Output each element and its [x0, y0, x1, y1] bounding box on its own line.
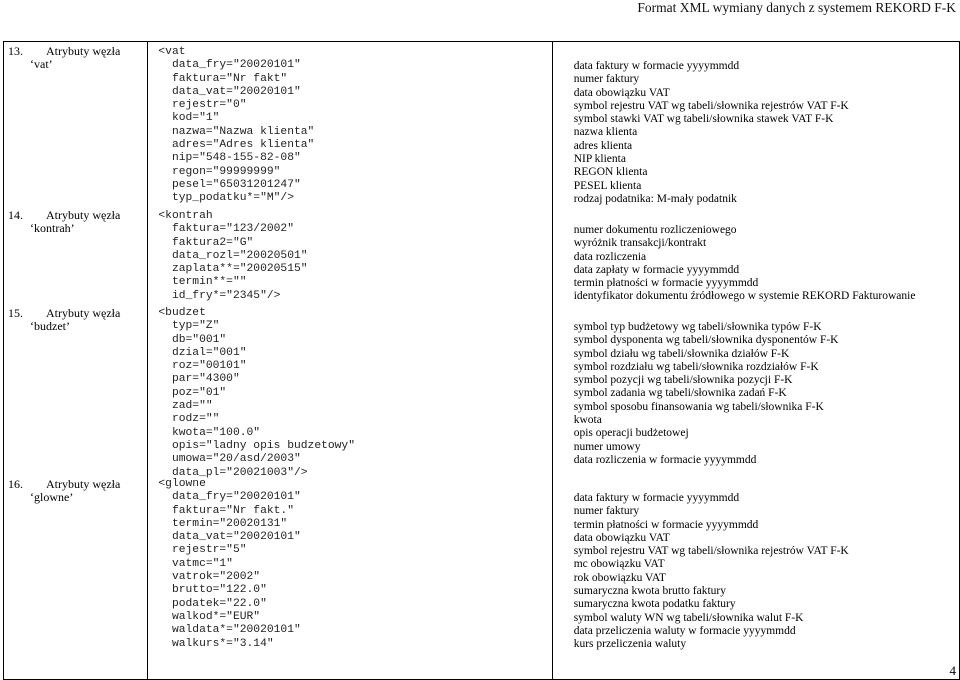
- code-line: par="4300": [158, 373, 240, 386]
- description-line: data faktury w formacie yyyymmdd: [573, 492, 740, 504]
- description-line: symbol rozdziału wg tabeli/słownika rozdziałów F-K: [573, 360, 819, 373]
- code-line: <glowne: [158, 478, 206, 490]
- code-line: opis="ladny opis budzetowy": [158, 439, 355, 452]
- code-line: rejestr="0": [158, 99, 247, 112]
- code-line: zad="": [158, 400, 213, 413]
- code-line: roz="00101": [158, 360, 247, 373]
- xml-code-block: [158, 307, 355, 480]
- code-line: umowa="20/asd/2003": [158, 453, 301, 466]
- description-line: numer faktury: [573, 73, 640, 86]
- code-line: rodz="": [158, 413, 220, 426]
- code-line: termin="20020131": [158, 517, 288, 530]
- code-line: nazwa="Nazwa klienta": [158, 125, 315, 138]
- node-title-text: Atrybuty węzła: [46, 477, 121, 491]
- node-title: [8, 45, 120, 71]
- description-line: numer faktury: [573, 505, 640, 518]
- node-number: 13.: [8, 44, 23, 58]
- description-line: data zapłaty w formacie yyyymmdd: [573, 263, 740, 276]
- description-line: numer dokumentu rozliczeniowego: [573, 224, 737, 236]
- description-line: symbol stawki VAT wg tabeli/słownika stawek VAT F-K: [573, 113, 834, 126]
- node-element-name: ‘vat’: [30, 57, 53, 71]
- code-line: nip="548-155-82-08": [158, 152, 301, 165]
- code-line: typ="Z": [158, 320, 220, 333]
- document-header-title: Format XML wymiany danych z systemem REKORD F-K: [637, 0, 956, 15]
- table-row: [4, 42, 960, 680]
- code-line: db="001": [158, 333, 227, 346]
- code-line: waldata*="20020101": [158, 624, 301, 637]
- attribute-spec-table: [3, 41, 960, 680]
- description-line: symbol waluty WN wg tabeli/słownika walut F-K: [573, 611, 804, 624]
- code-line: data_fry="20020101": [158, 59, 301, 72]
- attribute-description-block: [574, 60, 849, 206]
- code-line: dzial="001": [158, 346, 247, 359]
- description-line: adres klienta: [573, 139, 633, 152]
- code-line: faktura="Nr fakt.": [158, 504, 294, 517]
- description-line: data przeliczenia waluty w formacie yyyymmdd: [573, 624, 796, 637]
- description-line: data obowiązku VAT: [573, 531, 670, 544]
- description-line: identyfikator dokumentu źródłowego w systemie REKORD Fakturowanie: [573, 290, 916, 303]
- node-name-column: [4, 42, 148, 680]
- description-line: data obowiązku VAT: [573, 86, 670, 99]
- description-line: termin płatności w formacie yyyymmdd: [573, 277, 759, 290]
- code-line: id_fry*="2345"/>: [158, 289, 281, 302]
- code-line: faktura="Nr fakt": [158, 72, 288, 85]
- code-line: faktura="123/2002": [158, 223, 294, 236]
- node-title-text: Atrybuty węzła: [46, 208, 121, 222]
- code-line: kod="1": [158, 112, 220, 125]
- description-line: data rozliczenia: [573, 250, 647, 263]
- description-line: REGON klienta: [573, 166, 648, 179]
- code-line: <budzet: [158, 307, 206, 319]
- description-line: data faktury w formacie yyyymmdd: [573, 60, 740, 72]
- node-title-text: Atrybuty węzła: [46, 44, 121, 58]
- description-line: mc obowiązku VAT: [573, 558, 665, 571]
- code-line: data_pl="20021003"/>: [158, 466, 308, 479]
- description-line: symbol typ budżetowy wg tabeli/słownika typów F-K: [573, 321, 822, 333]
- code-line: data_vat="20020101": [158, 85, 301, 98]
- code-line: <vat: [158, 46, 186, 58]
- xml-code-block: [158, 478, 300, 651]
- code-line: termin**="": [158, 276, 247, 289]
- node-number: 16.: [8, 477, 23, 491]
- description-line: nazwa klienta: [573, 126, 638, 139]
- code-line: faktura2="G": [158, 236, 254, 249]
- code-line: data_fry="20020101": [158, 491, 301, 504]
- description-column: [552, 42, 959, 680]
- description-line: symbol działu wg tabeli/słownika działów F-K: [573, 347, 790, 360]
- attribute-description-block: [574, 321, 839, 467]
- description-line: sumaryczna kwota brutto faktury: [573, 585, 727, 598]
- attribute-description-block: [574, 492, 849, 652]
- code-line: vatmc="1": [158, 557, 233, 570]
- description-line: symbol rejestru VAT wg tabeli/słownika rejestrów VAT F-K: [573, 99, 849, 112]
- xml-code-column: [148, 42, 552, 680]
- description-line: sumaryczna kwota podatku faktury: [573, 598, 736, 611]
- code-line: poz="01": [158, 386, 227, 399]
- description-line: data rozliczenia w formacie yyyymmdd: [573, 453, 757, 466]
- code-line: adres="Adres klienta": [158, 139, 315, 152]
- description-line: termin płatności w formacie yyyymmdd: [573, 518, 759, 531]
- attribute-description-block: [574, 224, 916, 304]
- description-line: symbol dysponenta wg tabeli/słownika dysponentów F-K: [573, 334, 839, 347]
- node-element-name: ‘kontrah’: [30, 221, 75, 235]
- node-title-text: Atrybuty węzła: [46, 306, 121, 320]
- description-line: wyróżnik transakcji/kontrakt: [573, 237, 707, 250]
- xml-code-block: [158, 46, 314, 206]
- code-line: rejestr="5": [158, 544, 247, 557]
- code-line: typ_podatku*="M"/>: [158, 192, 294, 205]
- code-line: <kontrah: [158, 210, 213, 222]
- code-line: walkurs*="3.14": [158, 637, 274, 650]
- description-line: NIP klienta: [573, 153, 626, 166]
- description-line: symbol rejestru VAT wg tabeli/słownika rejestrów VAT F-K: [573, 545, 849, 558]
- code-line: regon="99999999": [158, 165, 281, 178]
- description-line: numer umowy: [573, 440, 641, 453]
- description-line: symbol zadania wg tabeli/słownika zadań F-K: [573, 387, 787, 400]
- description-line: kurs przeliczenia waluty: [573, 638, 687, 651]
- code-line: vatrok="2002": [158, 571, 261, 584]
- node-element-name: ‘glowne’: [30, 490, 74, 504]
- code-line: data_rozl="20020501": [158, 249, 308, 262]
- page-number: 4: [949, 663, 956, 678]
- code-line: pesel="65031201247": [158, 178, 301, 191]
- code-line: kwota="100.0": [158, 426, 261, 439]
- xml-code-block: [158, 210, 307, 303]
- code-line: brutto="122.0": [158, 584, 267, 597]
- code-line: data_vat="20020101": [158, 531, 301, 544]
- node-number: 14.: [8, 208, 23, 222]
- description-line: rok obowiązku VAT: [573, 571, 666, 584]
- description-line: opis operacji budżetowej: [573, 427, 689, 440]
- description-line: symbol sposobu finansowania wg tabeli/słownika F-K: [573, 400, 824, 413]
- code-line: walkod*="EUR": [158, 610, 261, 623]
- node-title: [8, 478, 120, 504]
- node-title: [8, 307, 120, 333]
- description-line: PESEL klienta: [573, 179, 642, 192]
- description-line: kwota: [573, 414, 602, 427]
- node-number: 15.: [8, 306, 23, 320]
- node-title: [8, 209, 120, 235]
- node-element-name: ‘budzet’: [30, 319, 70, 333]
- description-line: symbol pozycji wg tabeli/słownika pozycji F-K: [573, 374, 793, 387]
- description-line: rodzaj podatnika: M-mały podatnik: [573, 192, 737, 205]
- code-line: zaplata**="20020515": [158, 263, 308, 276]
- code-line: podatek="22.0": [158, 597, 267, 610]
